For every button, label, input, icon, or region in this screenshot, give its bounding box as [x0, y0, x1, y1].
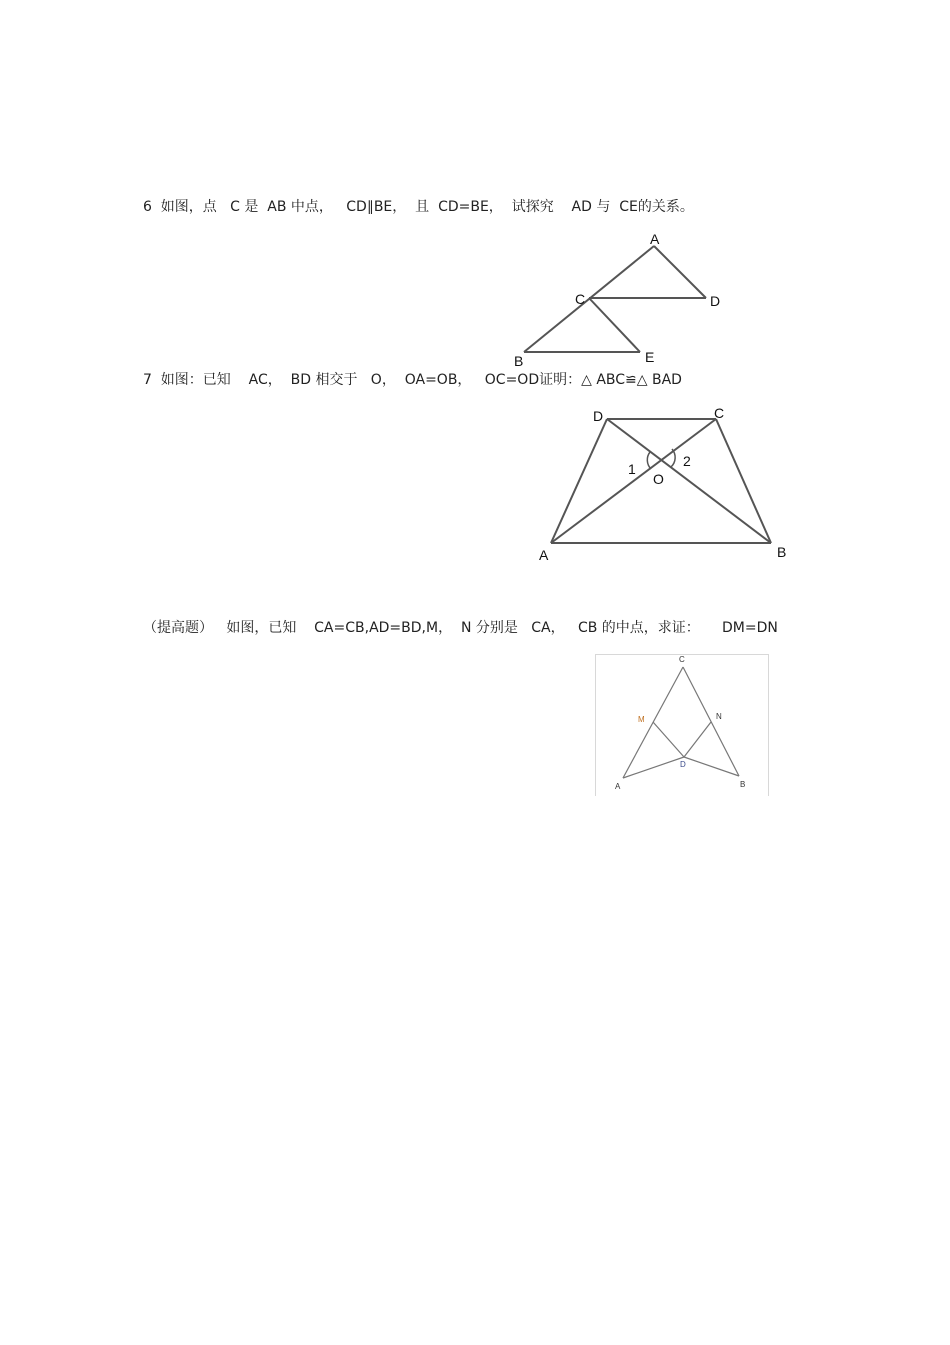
vertex-label-d: D	[710, 293, 721, 309]
segment-ad	[551, 419, 607, 543]
vertex-label-c: C	[714, 405, 725, 421]
vertex-label-a: A	[615, 782, 621, 791]
angle-label-2: 2	[683, 453, 691, 469]
vertex-label-o: O	[653, 471, 664, 487]
angle-label-1: 1	[628, 461, 636, 477]
segment-ab	[524, 246, 654, 352]
vertex-label-n: N	[716, 712, 722, 721]
challenge-problem-text: （提高题） 如图，已知 CA=CB,AD=BD,M， N 分别是 CA， CB 的中点，求证： DM=DN	[143, 620, 778, 636]
segment-cb	[716, 419, 771, 543]
problem-6-text: 6 如图，点 C 是 AB 中点， CD∥BE， 且 CD=BE， 试探究 AD 与 CE的关系。	[143, 199, 694, 215]
problem-7-text: 7 如图：已知 AC， BD 相交于 O， OA=OB， OC=OD证明：△ ABC≌△ BAD	[143, 372, 682, 388]
vertex-label-b: B	[740, 780, 746, 789]
segment-ce	[589, 298, 640, 352]
segment-ac	[551, 419, 716, 543]
vertex-label-c: C	[679, 655, 685, 664]
angle-2-arc	[671, 449, 675, 467]
vertex-label-b: B	[777, 544, 787, 560]
vertex-label-d: D	[680, 760, 686, 769]
vertex-label-c: C	[575, 291, 586, 307]
angle-1-arc	[647, 452, 651, 469]
vertex-label-a: A	[539, 547, 549, 563]
segment-bd	[607, 419, 771, 543]
vertex-label-b: B	[514, 353, 524, 369]
vertex-label-d: D	[593, 408, 604, 424]
vertex-label-a: A	[650, 231, 660, 247]
segment-ad	[654, 246, 706, 298]
vertex-label-e: E	[645, 349, 655, 365]
challenge-figure-frame	[595, 654, 769, 796]
vertex-label-m: M	[638, 715, 645, 724]
